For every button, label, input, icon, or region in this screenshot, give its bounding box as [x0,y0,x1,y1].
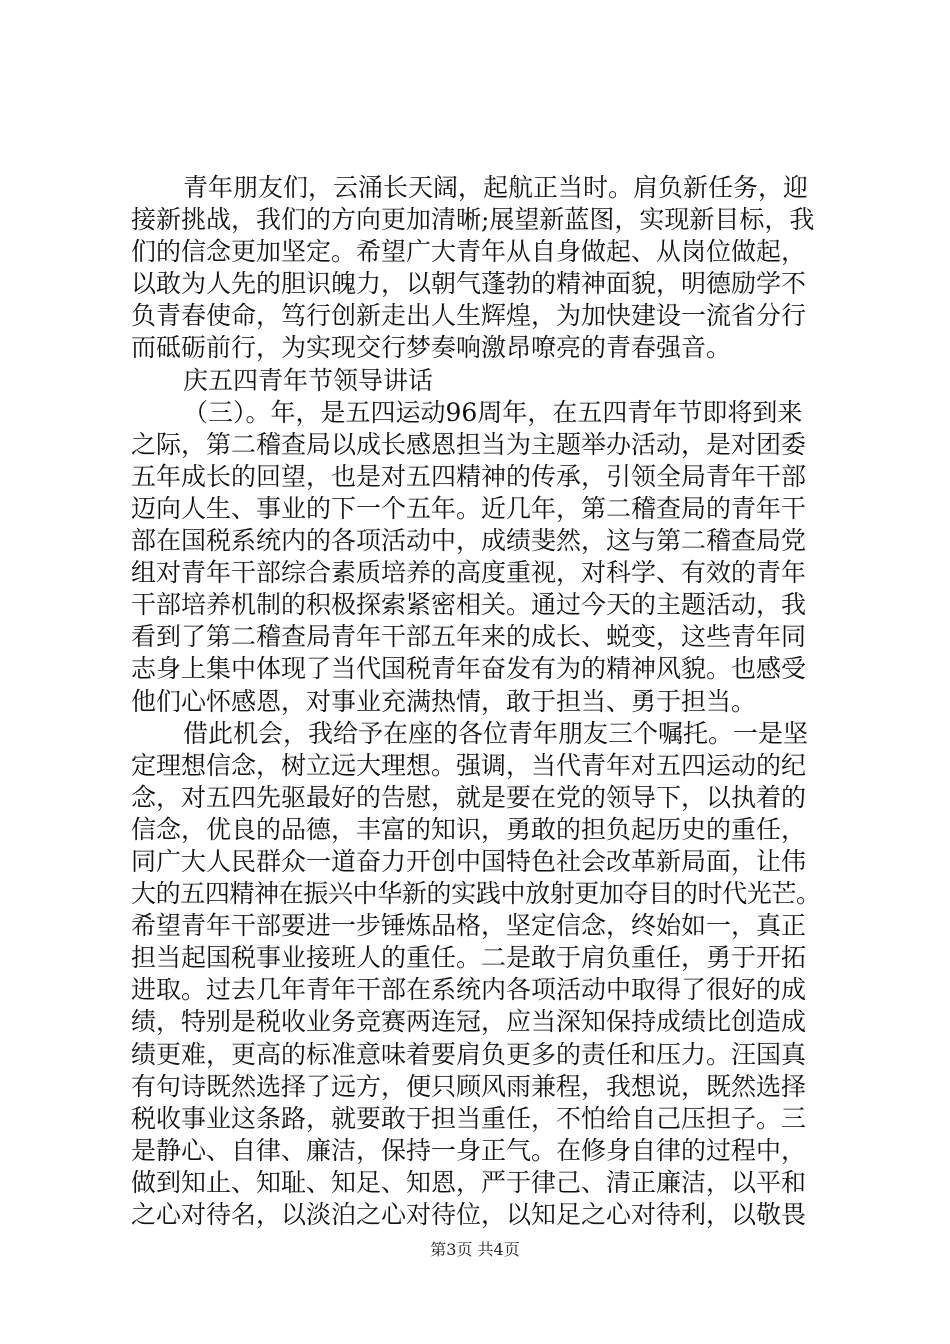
text-line: 部在国税系统内的各项活动中，成绩斐然，这与第二稽查局党 [131,526,807,556]
text-line: 信念，优良的品德，丰富的知识，勇敢的担负起历史的重任， [131,814,807,844]
text-line: 迈向人生、事业的下一个五年。近几年，第二稽查局的青年干 [131,493,807,523]
text-line: 希望青年干部要进一步锤炼品格，坚定信念，终始如一，真正 [131,911,807,941]
text-line: 定理想信念，树立远大理想。强调，当代青年对五四运动的纪 [131,750,807,780]
text-line: 他们心怀感恩，对事业充满热情，敢于担当、勇于担当。 [131,686,757,716]
text-line: 同广大人民群众一道奋力开创中国特色社会改革新局面，让伟 [131,846,807,876]
text-line: 接新挑战，我们的方向更加清晰;展望新蓝图，实现新目标，我 [131,205,815,235]
text-line: 税收事业这条路，就要敢于担当重任，不怕给自己压担子。三 [131,1103,807,1133]
text-line: 之心对待名，以淡泊之心对待位，以知足之心对待利，以敬畏 [131,1200,807,1229]
text-line: 念，对五四先驱最好的告慰，就是要在党的领导下，以执着的 [131,782,807,812]
text-line: 做到知止、知耻、知足、知恩，严于律己、清正廉洁，以平和 [131,1167,807,1197]
text-line: 绩更难，更高的标准意味着要肩负更多的责任和压力。汪国真 [131,1039,807,1069]
text-line: 有句诗既然选择了远方，便只顾风雨兼程，我想说，既然选择 [131,1071,807,1101]
text-line: 青年朋友们，云涌长天阔，起航正当时。肩负新任务，迎 [183,173,809,202]
text-line: 担当起国税事业接班人的重任。二是敢于肩负重任，勇于开拓 [131,943,807,973]
text-line: 们的信念更加坚定。希望广大青年从自身做起、从岗位做起， [131,237,807,267]
text-line: 庆五四青年节领导讲话 [183,365,434,395]
text-line: 绩，特别是税收业务竞赛两连冠，应当深知保持成绩比创造成 [131,1007,807,1037]
text-line: 之际，第二稽查局以成长感恩担当为主题举办活动，是对团委 [131,429,807,459]
text-line: 是静心、自律、廉洁，保持一身正气。在修身自律的过程中， [131,1135,807,1165]
text-line: 而砥砺前行，为实现交行梦奏响激昂嘹亮的青春强音。 [131,333,732,363]
page-footer: 第3页 共4页 [430,1240,520,1259]
text-line: 看到了第二稽查局青年干部五年来的成长、蜕变，这些青年同 [131,622,807,652]
text-line: 进取。过去几年青年干部在系统内各项活动中取得了很好的成 [131,975,807,1005]
text-line: 组对青年干部综合素质培养的高度重视，对科学、有效的青年 [131,558,807,588]
document-body [131,172,821,1231]
text-line: 干部培养机制的积极探索紧密相关。通过今天的主题活动，我 [131,590,807,620]
text-line: 大的五四精神在振兴中华新的实践中放射更加夺目的时代光芒。 [131,879,821,909]
text-line: 借此机会，我给予在座的各位青年朋友三个嘱托。一是坚 [183,718,809,748]
text-line: 以敢为人先的胆识魄力，以朝气蓬勃的精神面貌，明德励学不 [131,269,807,299]
text-line: 五年成长的回望，也是对五四精神的传承，引领全局青年干部 [131,461,807,491]
text-line: 负青春使命，笃行创新走出人生辉煌，为加快建设一流省分行 [131,301,807,331]
text-line: 志身上集中体现了当代国税青年奋发有为的精神风貌。也感受 [131,654,807,684]
text-line: （三）。年，是五四运动96周年，在五四青年节即将到来 [183,397,803,427]
